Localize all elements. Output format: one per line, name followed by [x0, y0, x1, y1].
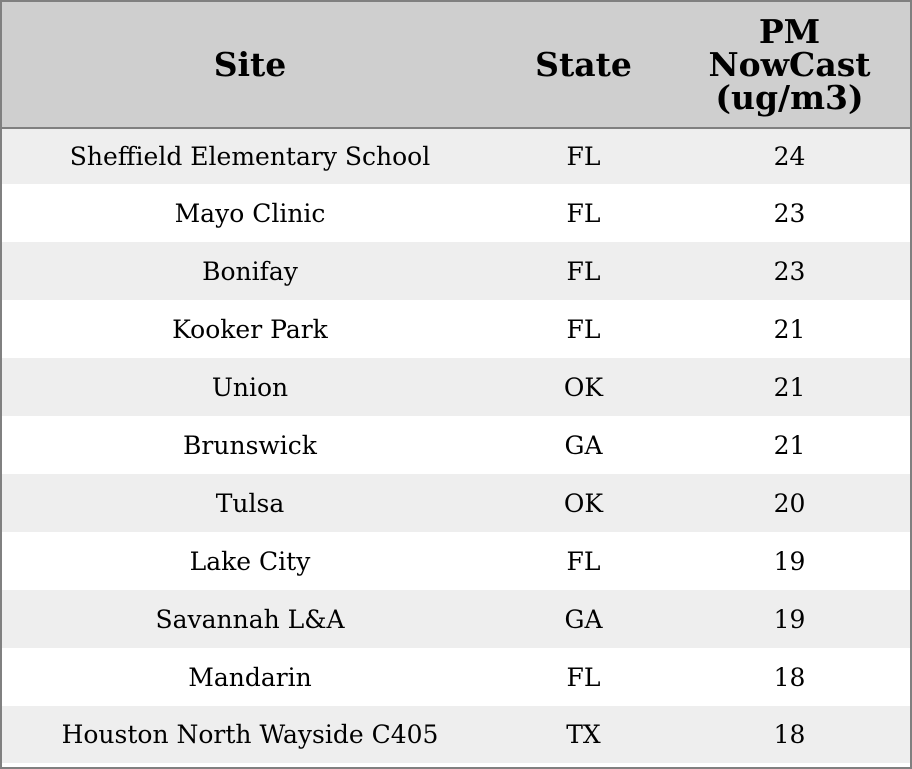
- cell-pm-nowcast: 21: [773, 314, 806, 344]
- table-row: [2, 300, 910, 358]
- cell-site: Lake City: [189, 546, 311, 576]
- data-table: [2, 2, 910, 763]
- cell-state: FL: [566, 142, 601, 171]
- cell-pm-nowcast: 19: [773, 546, 806, 576]
- cell-pm-nowcast: 18: [773, 662, 806, 692]
- cell-site: Kooker Park: [172, 314, 328, 344]
- cell-pm-nowcast: 23: [773, 256, 806, 286]
- cell-state: FL: [566, 314, 601, 344]
- header-state: State: [498, 2, 669, 128]
- table-body: [2, 128, 910, 763]
- cell-pm-nowcast: 23: [773, 198, 806, 228]
- table-row: [2, 648, 910, 706]
- cell-state: FL: [566, 662, 601, 692]
- table-row: [2, 128, 910, 184]
- cell-state: GA: [564, 430, 603, 460]
- table-row: [2, 590, 910, 648]
- cell-state: OK: [563, 488, 604, 518]
- cell-site: Savannah L&A: [155, 604, 345, 634]
- table-row: [2, 474, 910, 532]
- cell-site: Houston North Wayside C405: [61, 720, 439, 749]
- cell-state: GA: [564, 604, 603, 634]
- cell-site: Tulsa: [215, 488, 285, 518]
- table-row: [2, 358, 910, 416]
- cell-pm-nowcast: 24: [773, 142, 806, 171]
- cell-state: FL: [566, 198, 601, 228]
- table-row: [2, 416, 910, 474]
- cell-site: Mayo Clinic: [174, 198, 326, 228]
- table-row: [2, 706, 910, 763]
- header-site: Site: [2, 2, 498, 128]
- table-row: [2, 242, 910, 300]
- cell-state: OK: [563, 372, 604, 402]
- table-row: [2, 532, 910, 590]
- header-pm-line1: PM: [758, 12, 821, 51]
- table-row: [2, 184, 910, 242]
- cell-site: Union: [211, 372, 289, 402]
- cell-state: FL: [566, 256, 601, 286]
- cell-site: Brunswick: [183, 430, 317, 460]
- cell-site: Sheffield Elementary School: [69, 142, 431, 171]
- cell-pm-nowcast: 21: [773, 372, 806, 402]
- cell-site: Mandarin: [188, 662, 312, 692]
- header-row: [2, 2, 910, 128]
- cell-pm-nowcast: 20: [773, 488, 806, 518]
- header-pm-line2: NowCast: [708, 45, 871, 84]
- header-pm-nowcast: [669, 2, 910, 128]
- cell-pm-nowcast: 18: [773, 720, 806, 749]
- cell-state: TX: [566, 720, 601, 749]
- header-pm-line3: (ug/m3): [715, 78, 864, 117]
- table-header: [2, 2, 910, 128]
- cell-state: FL: [566, 546, 601, 576]
- cell-site: Bonifay: [202, 256, 298, 286]
- cell-pm-nowcast: 19: [773, 604, 806, 634]
- cell-pm-nowcast: 21: [773, 430, 806, 460]
